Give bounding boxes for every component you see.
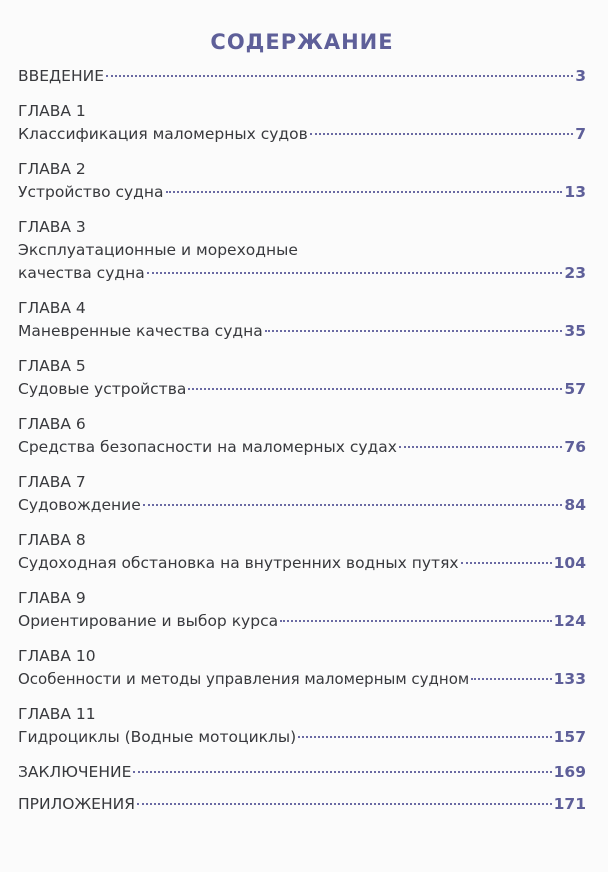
toc-entry-title: качества судна (18, 264, 145, 282)
toc-line (18, 494, 586, 517)
toc-entry-appendices[interactable] (18, 793, 586, 816)
toc-entry-title: ВВЕДЕНИЕ (18, 67, 105, 85)
toc-entry-chapter-10[interactable] (18, 645, 586, 691)
toc-entry-chapter-2[interactable] (18, 158, 586, 204)
toc-entry-title: Особенности и методы управления маломерным судном (18, 670, 470, 688)
dot-leader (461, 562, 552, 564)
toc-entry-chapter-4[interactable] (18, 297, 586, 343)
toc-entry-title: Судовые устройства (18, 380, 187, 398)
toc-entry-introduction[interactable] (18, 65, 586, 88)
dot-leader (143, 504, 563, 506)
dot-leader (106, 75, 573, 77)
toc-line (18, 123, 586, 146)
toc-line (18, 793, 586, 816)
toc-entry-title: Средства безопасности на маломерных судах (18, 438, 397, 456)
toc-page-number: 23 (564, 264, 586, 282)
toc-entry-chapter-6[interactable] (18, 413, 586, 459)
dot-leader (280, 620, 552, 622)
dot-leader (166, 191, 563, 193)
toc-page-number: 84 (564, 496, 586, 514)
dot-leader (310, 133, 573, 135)
toc-entry-conclusion[interactable] (18, 761, 586, 784)
toc-entry-chapter-3[interactable] (18, 216, 586, 285)
toc-page-number: 104 (553, 554, 586, 572)
toc-entry-title: Устройство судна (18, 183, 164, 201)
dot-leader (133, 771, 551, 773)
toc-line (18, 552, 586, 575)
toc-entry-chapter-1[interactable] (18, 100, 586, 146)
toc-page-number: 133 (553, 670, 586, 688)
chapter-label: ГЛАВА 4 (18, 299, 86, 317)
toc-line (18, 668, 586, 691)
toc-entry-chapter-11[interactable] (18, 703, 586, 749)
toc-page-number: 35 (564, 322, 586, 340)
toc-entry-chapter-8[interactable] (18, 529, 586, 575)
toc-entry-title: Судовождение (18, 496, 141, 514)
toc-page-number: 3 (575, 67, 586, 85)
chapter-label: ГЛАВА 8 (18, 531, 86, 549)
toc-line (18, 610, 586, 633)
toc-page-number: 7 (575, 125, 586, 143)
dot-leader (298, 736, 551, 738)
toc-line (18, 761, 586, 784)
toc-entry-title: Маневренные качества судна (18, 322, 263, 340)
chapter-label: ГЛАВА 10 (18, 647, 96, 665)
toc-line (18, 436, 586, 459)
toc-entry-title: ПРИЛОЖЕНИЯ (18, 795, 135, 813)
toc-entry-chapter-9[interactable] (18, 587, 586, 633)
toc-line (18, 726, 586, 749)
chapter-label: ГЛАВА 7 (18, 473, 86, 491)
dot-leader (471, 678, 551, 680)
toc-line (18, 378, 586, 401)
toc-line (18, 181, 586, 204)
toc-line (18, 65, 586, 88)
toc-page-number: 76 (564, 438, 586, 456)
dot-leader (188, 388, 562, 390)
toc-line (18, 320, 586, 343)
chapter-label: ГЛАВА 1 (18, 102, 86, 120)
chapter-label: ГЛАВА 2 (18, 160, 86, 178)
toc-page-number: 157 (553, 728, 586, 746)
toc-entry-title: Гидроциклы (Водные мотоциклы) (18, 728, 297, 746)
toc-page-number: 124 (553, 612, 586, 630)
toc-page-number: 13 (564, 183, 586, 201)
toc-heading: СОДЕРЖАНИЕ (210, 30, 394, 54)
toc-entry-title: ЗАКЛЮЧЕНИЕ (18, 763, 132, 781)
toc-page-number: 169 (553, 763, 586, 781)
dot-leader (265, 330, 563, 332)
dot-leader (399, 446, 562, 448)
chapter-label: ГЛАВА 9 (18, 589, 86, 607)
toc-page-number: 171 (553, 795, 586, 813)
toc-entry-title: Классификация маломерных судов (18, 125, 308, 143)
toc-line (18, 262, 586, 285)
chapter-label: ГЛАВА 3 (18, 218, 86, 236)
dot-leader (147, 272, 563, 274)
toc-entry-title: Ориентирование и выбор курса (18, 612, 279, 630)
toc-page-number: 57 (564, 380, 586, 398)
toc-entry-title: Судоходная обстановка на внутренних водных путях (18, 554, 459, 572)
toc-entry-title-line-1: Эксплуатационные и мореходные (18, 241, 298, 259)
dot-leader (137, 803, 552, 805)
toc-entry-chapter-5[interactable] (18, 355, 586, 401)
chapter-label: ГЛАВА 5 (18, 357, 86, 375)
chapter-label: ГЛАВА 11 (18, 705, 96, 723)
toc-entry-chapter-7[interactable] (18, 471, 586, 517)
chapter-label: ГЛАВА 6 (18, 415, 86, 433)
